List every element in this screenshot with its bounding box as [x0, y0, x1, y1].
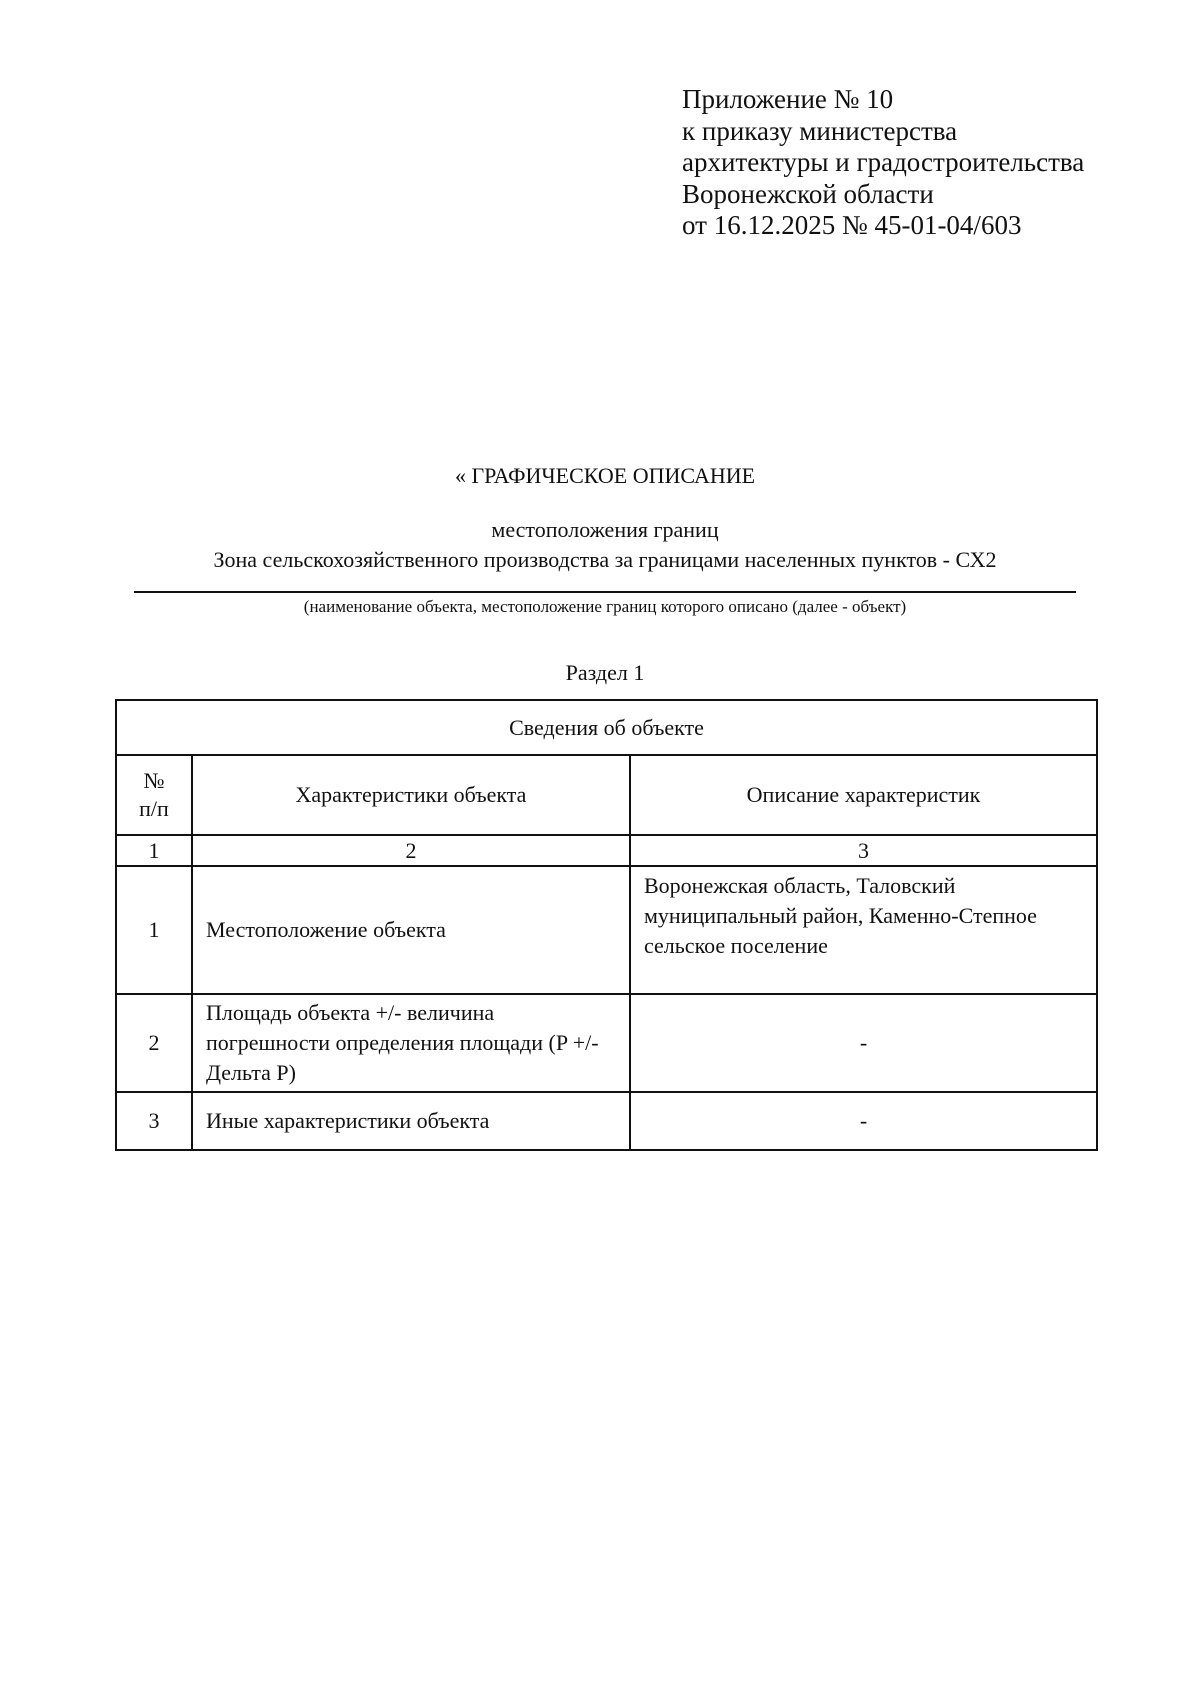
appendix-line-3: архитектуры и градостроительства — [682, 147, 1085, 177]
appendix-line-1: Приложение № 10 — [682, 84, 894, 114]
header-description: Описание характеристик — [630, 755, 1097, 835]
appendix-line-4: Воронежской области — [682, 178, 934, 209]
row-characteristic: Иные характеристики объекта — [192, 1092, 630, 1150]
object-info-table — [115, 699, 1098, 1151]
row-index: 1 — [116, 866, 192, 994]
row-description: - — [630, 1092, 1097, 1150]
column-number: 1 — [116, 835, 192, 866]
table-row — [116, 994, 1097, 1092]
row-characteristic: Площадь объекта +/- величина погрешности определения площади (P +/- Дельта P) — [192, 994, 630, 1092]
header-num — [116, 755, 192, 835]
column-number: 3 — [630, 835, 1097, 866]
row-index: 2 — [116, 994, 192, 1092]
table-row — [116, 1092, 1097, 1150]
row-characteristic: Местоположение объекта — [192, 866, 630, 994]
subtitle-line-1: местоположения границ — [491, 517, 719, 542]
row-description: - — [630, 994, 1097, 1092]
subtitle-line-2: Зона сельскохозяйственного производства за границами населенных пунктов - СХ2 — [213, 547, 997, 572]
object-caption: (наименование объекта, местоположение границ которого описано (далее - объект) — [303, 597, 907, 616]
table-header-row — [116, 755, 1097, 835]
column-number: 2 — [192, 835, 630, 866]
header-num-line-2: п/п — [139, 796, 169, 821]
table-title: Сведения об объекте — [116, 700, 1097, 755]
underline-rule — [134, 591, 1076, 593]
header-num-line-1: № — [143, 768, 165, 793]
column-number-row — [116, 835, 1097, 866]
appendix-line-2: к приказу министерства — [682, 115, 958, 146]
appendix-line-5: от 16.12.2025 № 45-01-04/603 — [682, 210, 1022, 240]
row-index: 3 — [116, 1092, 192, 1150]
appendix-header — [682, 84, 1084, 242]
section-title: Раздел 1 — [565, 660, 645, 685]
table-title-row — [116, 700, 1097, 755]
header-characteristics: Характеристики объекта — [192, 755, 630, 835]
table-row — [116, 866, 1097, 994]
row-description: Воронежская область, Таловский муниципальный район, Каменно-Степное сельское поселение — [630, 866, 1097, 994]
document-subtitle — [0, 515, 1200, 575]
document-title: « ГРАФИЧЕСКОЕ ОПИСАНИЕ — [454, 463, 756, 488]
